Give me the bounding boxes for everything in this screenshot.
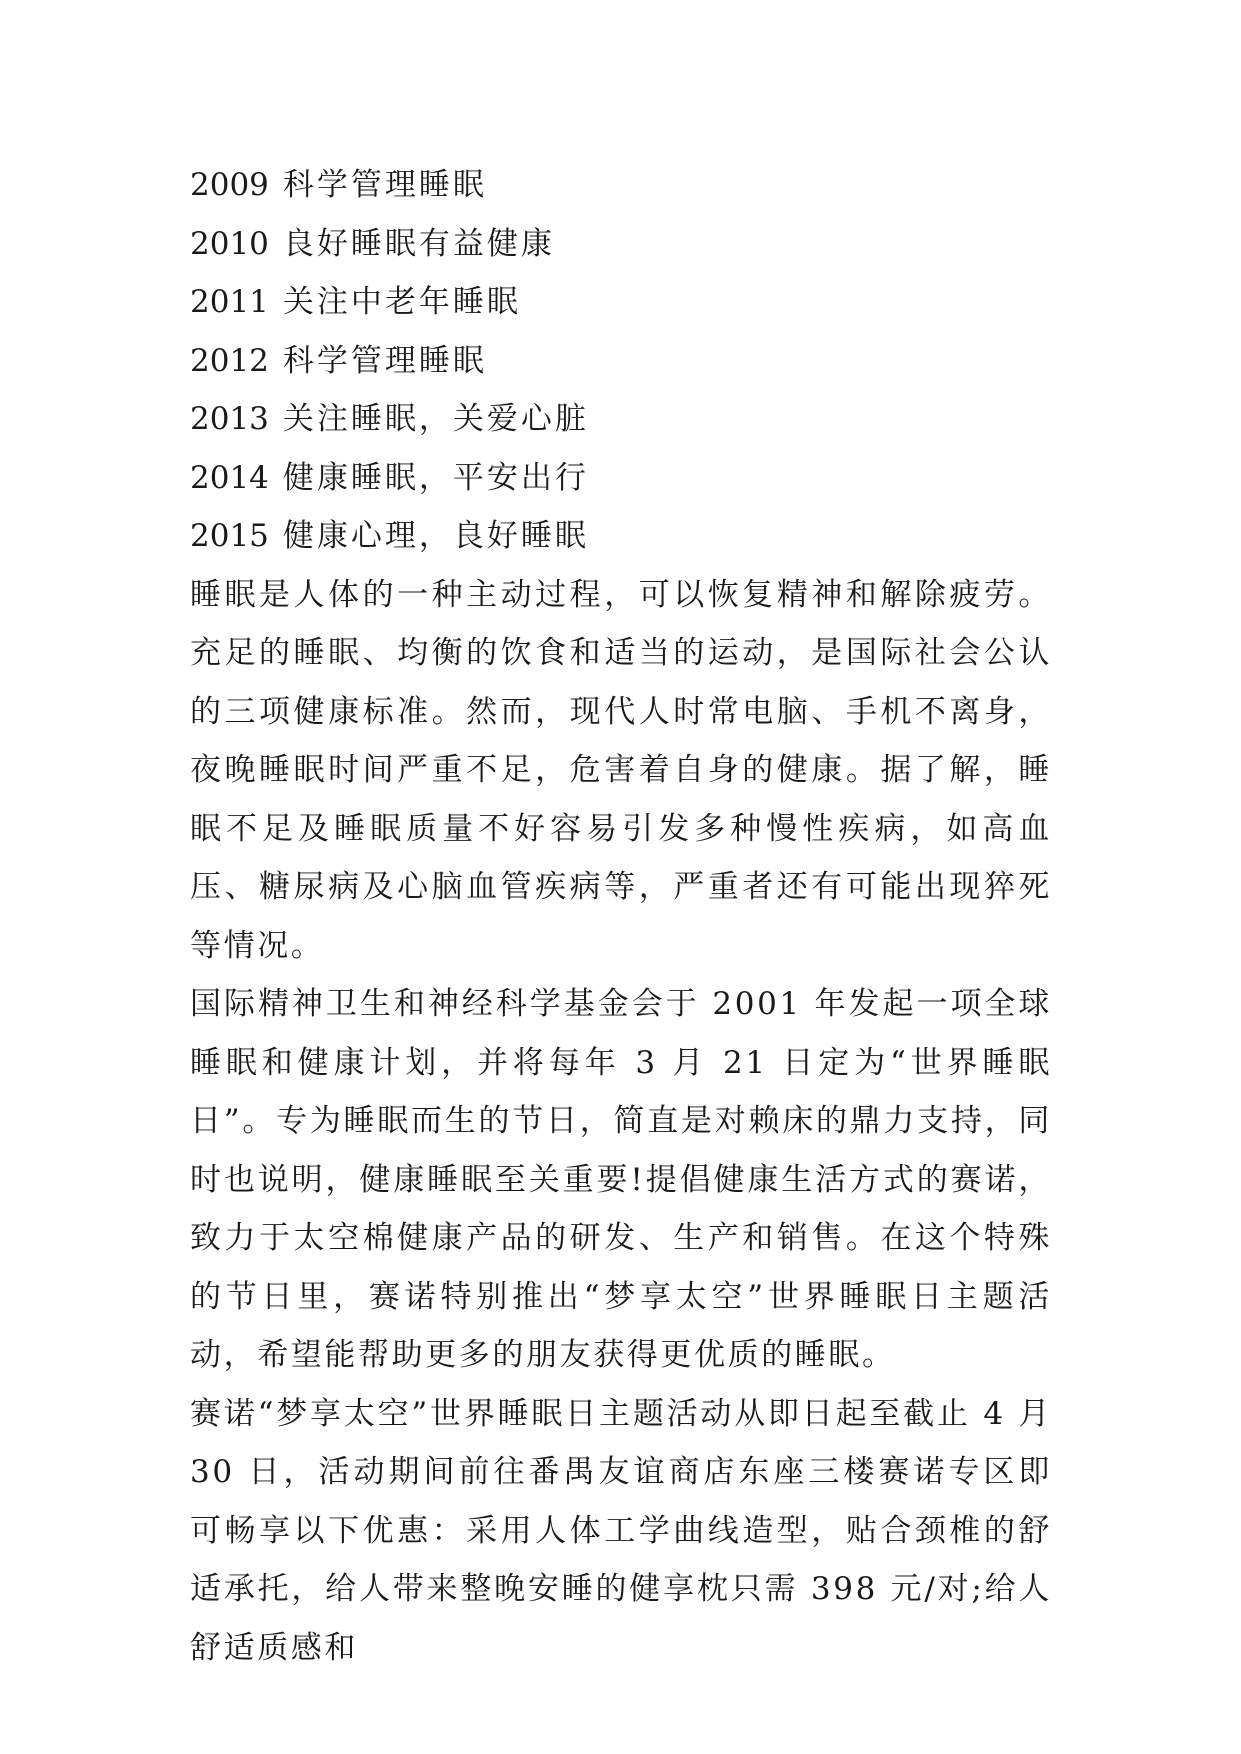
theme-text: 健康心理，良好睡眠 xyxy=(282,518,589,554)
sleep-day-theme-list xyxy=(190,156,1052,566)
theme-item xyxy=(190,273,1052,332)
theme-year: 2011 xyxy=(190,284,269,320)
theme-text: 科学管理睡眠 xyxy=(282,342,487,379)
theme-text: 科学管理睡眠 xyxy=(282,167,487,203)
paragraph-world-sleep-day: 国际精神卫生和神经科学基金会于 2001 年发起一项全球睡眠和健康计划，并将每年 3 月 21 日定为“世界睡眠日”。专为睡眠而生的节日，简直是对赖床的鼎力支持，同时也说明，健康睡眠至关重要!提倡健康生活方式的赛诺，致力于太空棉健康产品的研发、生产和销售。在这个特殊的节日里，赛诺特别推出“梦享太空”世界睡眠日主题活动，希望能帮助更多的朋友获得更优质的睡眠。 xyxy=(190,986,1052,1373)
theme-year: 2010 xyxy=(190,225,269,262)
theme-text: 健康睡眠，平安出行 xyxy=(282,459,589,496)
theme-year: 2014 xyxy=(190,459,269,496)
theme-year: 2015 xyxy=(190,518,269,554)
theme-item xyxy=(190,215,1052,274)
theme-text: 关注睡眠，关爱心脏 xyxy=(282,401,589,437)
theme-year: 2009 xyxy=(190,167,269,203)
paragraph-sleep-importance: 睡眠是人体的一种主动过程，可以恢复精神和解除疲劳。充足的睡眠、均衡的饮食和适当的运动，是国际社会公认的三项健康标准。然而，现代人时常电脑、手机不离身，夜晚睡眠时间严重不足，危害着自身的健康。据了解，睡眠不足及睡眠质量不好容易引发多种慢性疾病，如高血压、糖尿病及心脑血管疾病等，严重者还有可能出现猝死等情况。 xyxy=(190,576,1052,964)
theme-text: 关注中老年睡眠 xyxy=(282,284,521,320)
paragraph-promotion: 赛诺“梦享太空”世界睡眠日主题活动从即日起至截止 4 月 30 日，活动期间前往番禺友谊商店东座三楼赛诺专区即可畅享以下优惠：采用人体工学曲线造型，贴合颈椎的舒适承托，给人带来整晚安睡的健享枕只需 398 元/对;给人舒适质感和 xyxy=(190,1395,1052,1666)
theme-text: 良好睡眠有益健康 xyxy=(282,225,555,262)
theme-item xyxy=(190,449,1052,508)
theme-item xyxy=(190,156,1052,215)
theme-item xyxy=(190,332,1052,391)
document-body xyxy=(190,156,1052,1677)
theme-item xyxy=(190,390,1052,449)
theme-item xyxy=(190,507,1052,566)
theme-year: 2012 xyxy=(190,342,269,379)
theme-year: 2013 xyxy=(190,401,269,437)
